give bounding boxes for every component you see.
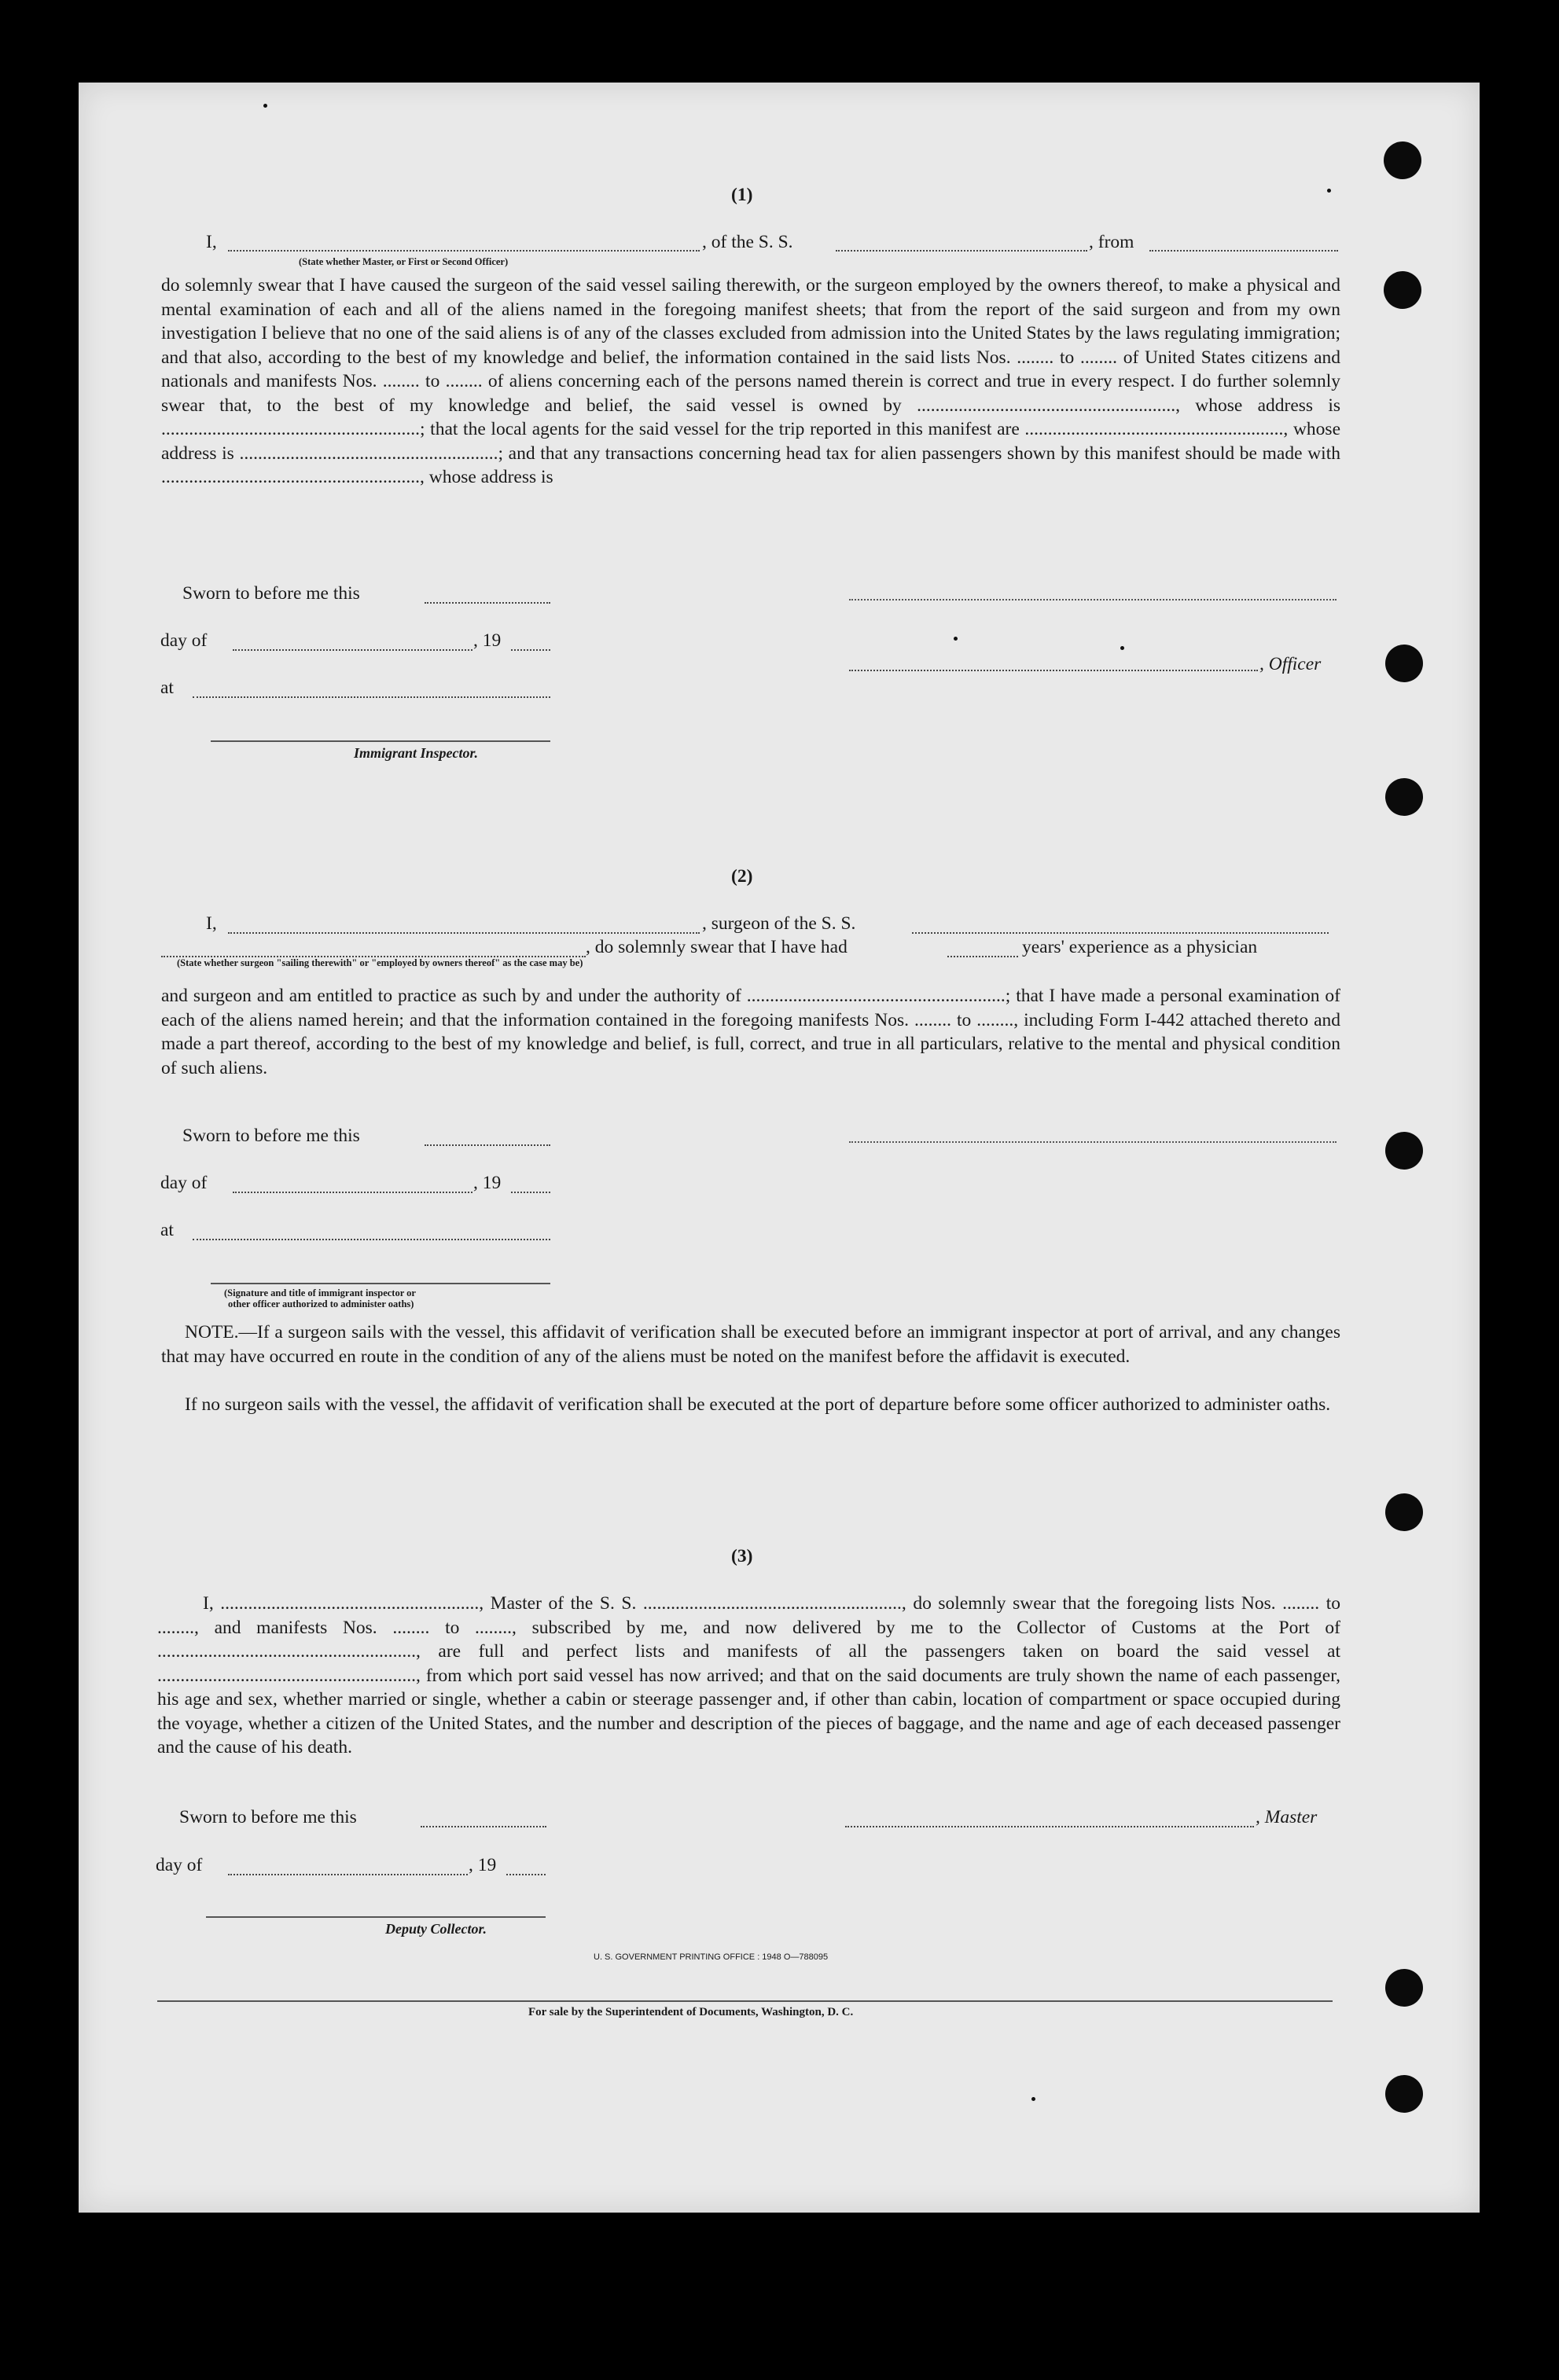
section2-paragraph: and surgeon and am entitled to practice as such by and under the authority of ........................................................; that I have made a personal examination of each of the aliens named herein; and that the information contained in the foregoing manifests Nos. ........ to ........, including Form I-442 attached thereto and made a part thereof, according to the best of my knowledge and belief, is full, correct, and true in all particulars, relative to the mental and physical condition of such aliens. <box>161 986 1340 1078</box>
section3-sworn: Sworn to before me this <box>179 1807 357 1827</box>
section1-paragraph: do solemnly swear that I have caused the surgeon of the said vessel sailing therewith, or the surgeon employed by the owners thereof, to make a physical and mental examination of each and all of the aliens named in the foregoing manifest sheets; that from the report of the said surgeon and from my own investigation I believe that no one of the said aliens is of any of the classes excluded from admission into the United States by the laws regulating immigration; and that also, according to the best of my knowledge and belief, the information contained in the said lists Nos. ........ to ........ of United States citizens and nationals and manifests Nos. ........ to ........ of aliens concerning each of the persons named therein is correct and true in every respect. I do further solemnly swear that, to the best of my knowledge and belief, the said vessel is owned by ........................................................, whose address is ........................................................; that the local agents for the said vessel for the trip reported in this manifest are ........................................................, whose address is ........................................................; and that any transactions concerning head tax for alien passengers shown by this manifest should be made with ........................................................, whose address is <box>161 275 1340 487</box>
oath-caption-2: other officer authorized to administer oaths) <box>228 1298 414 1309</box>
section1-heading: (1) <box>731 185 753 205</box>
punch-hole <box>1385 1969 1423 2007</box>
master-sig-field[interactable] <box>845 1810 1254 1827</box>
oath-caption-1: (Signature and title of immigrant inspector or <box>224 1287 416 1298</box>
punch-hole <box>1385 1493 1423 1531</box>
collector-label: Deputy Collector. <box>385 1921 487 1937</box>
master-name-field[interactable] <box>228 234 700 252</box>
section1-from-label: , from <box>1089 232 1134 252</box>
section3-heading: (3) <box>731 1546 753 1566</box>
speck <box>954 637 958 641</box>
master-caption: (State whether Master, or First or Second Officer) <box>299 256 509 267</box>
surgeon-vessel-field[interactable] <box>912 916 1329 934</box>
punch-hole <box>1385 2075 1423 2113</box>
section2-do-swear: , do solemnly swear that I have had <box>586 937 848 957</box>
years-field[interactable] <box>947 940 1018 957</box>
section2-day-field[interactable] <box>233 1176 472 1193</box>
from-port-field[interactable] <box>1149 234 1338 252</box>
section2-at: at <box>160 1220 174 1240</box>
section1-of-ss-label: , of the S. S. <box>702 232 793 252</box>
footer-rule <box>157 2000 1333 2002</box>
section3-day-field[interactable] <box>228 1858 468 1875</box>
surgeon-sig-line <box>849 1141 1337 1143</box>
section3-year-field[interactable] <box>506 1858 546 1875</box>
section3-day-of: day of <box>156 1855 203 1875</box>
inspector-sig-line <box>211 740 550 742</box>
section1-sworn-field[interactable] <box>425 586 550 604</box>
oath-sig-line <box>211 1283 550 1284</box>
section2-day-of: day of <box>160 1173 208 1193</box>
punch-hole <box>1385 778 1423 816</box>
section1-day-of: day of <box>160 630 208 651</box>
section1-at: at <box>160 678 174 698</box>
years-experience: years' experience as a physician <box>1022 937 1258 957</box>
note-1: NOTE.—If a surgeon sails with the vessel, this affidavit of verification shall be executed before an immigrant inspector at port of arrival, and any changes that may have occurred en route in the condition of any of the aliens must be noted on the manifest before the affidavit is executed. <box>161 1322 1340 1367</box>
section3-year: , 19 <box>469 1855 497 1875</box>
punch-hole <box>1384 141 1421 179</box>
punch-hole <box>1385 645 1423 682</box>
punch-hole <box>1384 271 1421 309</box>
section2-year: , 19 <box>473 1173 502 1193</box>
gpo-line: U. S. GOVERNMENT PRINTING OFFICE : 1948 O—788095 <box>594 1952 829 1962</box>
speck <box>1120 646 1124 650</box>
punch-hole <box>1385 1132 1423 1170</box>
section3-sworn-field[interactable] <box>421 1810 546 1827</box>
note-2: If no surgeon sails with the vessel, the affidavit of verification shall be executed at the port of departure before some officer authorized to administer oaths. <box>185 1394 1331 1415</box>
surgeon-caption: (State whether surgeon "sailing therewith" or "employed by owners thereof" as the case may be) <box>177 957 583 968</box>
section1-year-field[interactable] <box>511 634 550 651</box>
section2-i-label: I, <box>206 913 217 934</box>
surgeon-name-field[interactable] <box>228 916 700 934</box>
section2-sworn-field[interactable] <box>425 1129 550 1146</box>
section2-year-field[interactable] <box>511 1176 550 1193</box>
vessel-name-field[interactable] <box>836 234 1087 252</box>
section2-sworn: Sworn to before me this <box>182 1126 360 1146</box>
speck <box>1327 189 1331 193</box>
master-label: , Master <box>1256 1807 1318 1827</box>
section1-i-label: I, <box>206 232 217 252</box>
inspector-label: Immigrant Inspector. <box>354 745 479 761</box>
officer-sig-line-upper <box>849 599 1337 601</box>
section1-day-field[interactable] <box>233 634 472 651</box>
section2-surgeon-of: , surgeon of the S. S. <box>702 913 856 934</box>
speck <box>1031 2097 1035 2101</box>
officer-label: , Officer <box>1259 654 1322 674</box>
sale-line: For sale by the Superintendent of Documents, Washington, D. C. <box>528 2006 854 2018</box>
section2-heading: (2) <box>731 866 753 887</box>
officer-sig-field[interactable] <box>849 654 1258 671</box>
surgeon-type-field[interactable] <box>161 940 586 957</box>
speck <box>263 104 267 108</box>
collector-sig-line <box>206 1916 546 1918</box>
section2-at-field[interactable] <box>193 1223 550 1240</box>
section3-paragraph: I, ........................................................, Master of the S. S. ........................................................, do solemnly swear that the foregoing lists Nos. ........ to ........, and manifests Nos. ........ to ........, subscribed by me, and now delivered by me to the Collector of Customs at the Port of ........................................................, are full and perfect lists and manifests of all the passengers taken on board the said vessel at ........................................................, from which port said vessel has now arrived; and that on the said documents are truly shown the name of each passenger, his age and sex, whether married or single, whether a cabin or steerage passenger and, if other than cabin, location of compartment or space occupied during the voyage, whether a citizen of the United States, and the number and description of the pieces of baggage, and the name and age of each deceased passenger and the cause of his death. <box>157 1593 1340 1757</box>
section1-sworn: Sworn to before me this <box>182 583 360 604</box>
section1-year: , 19 <box>473 630 502 651</box>
section1-at-field[interactable] <box>193 681 550 698</box>
